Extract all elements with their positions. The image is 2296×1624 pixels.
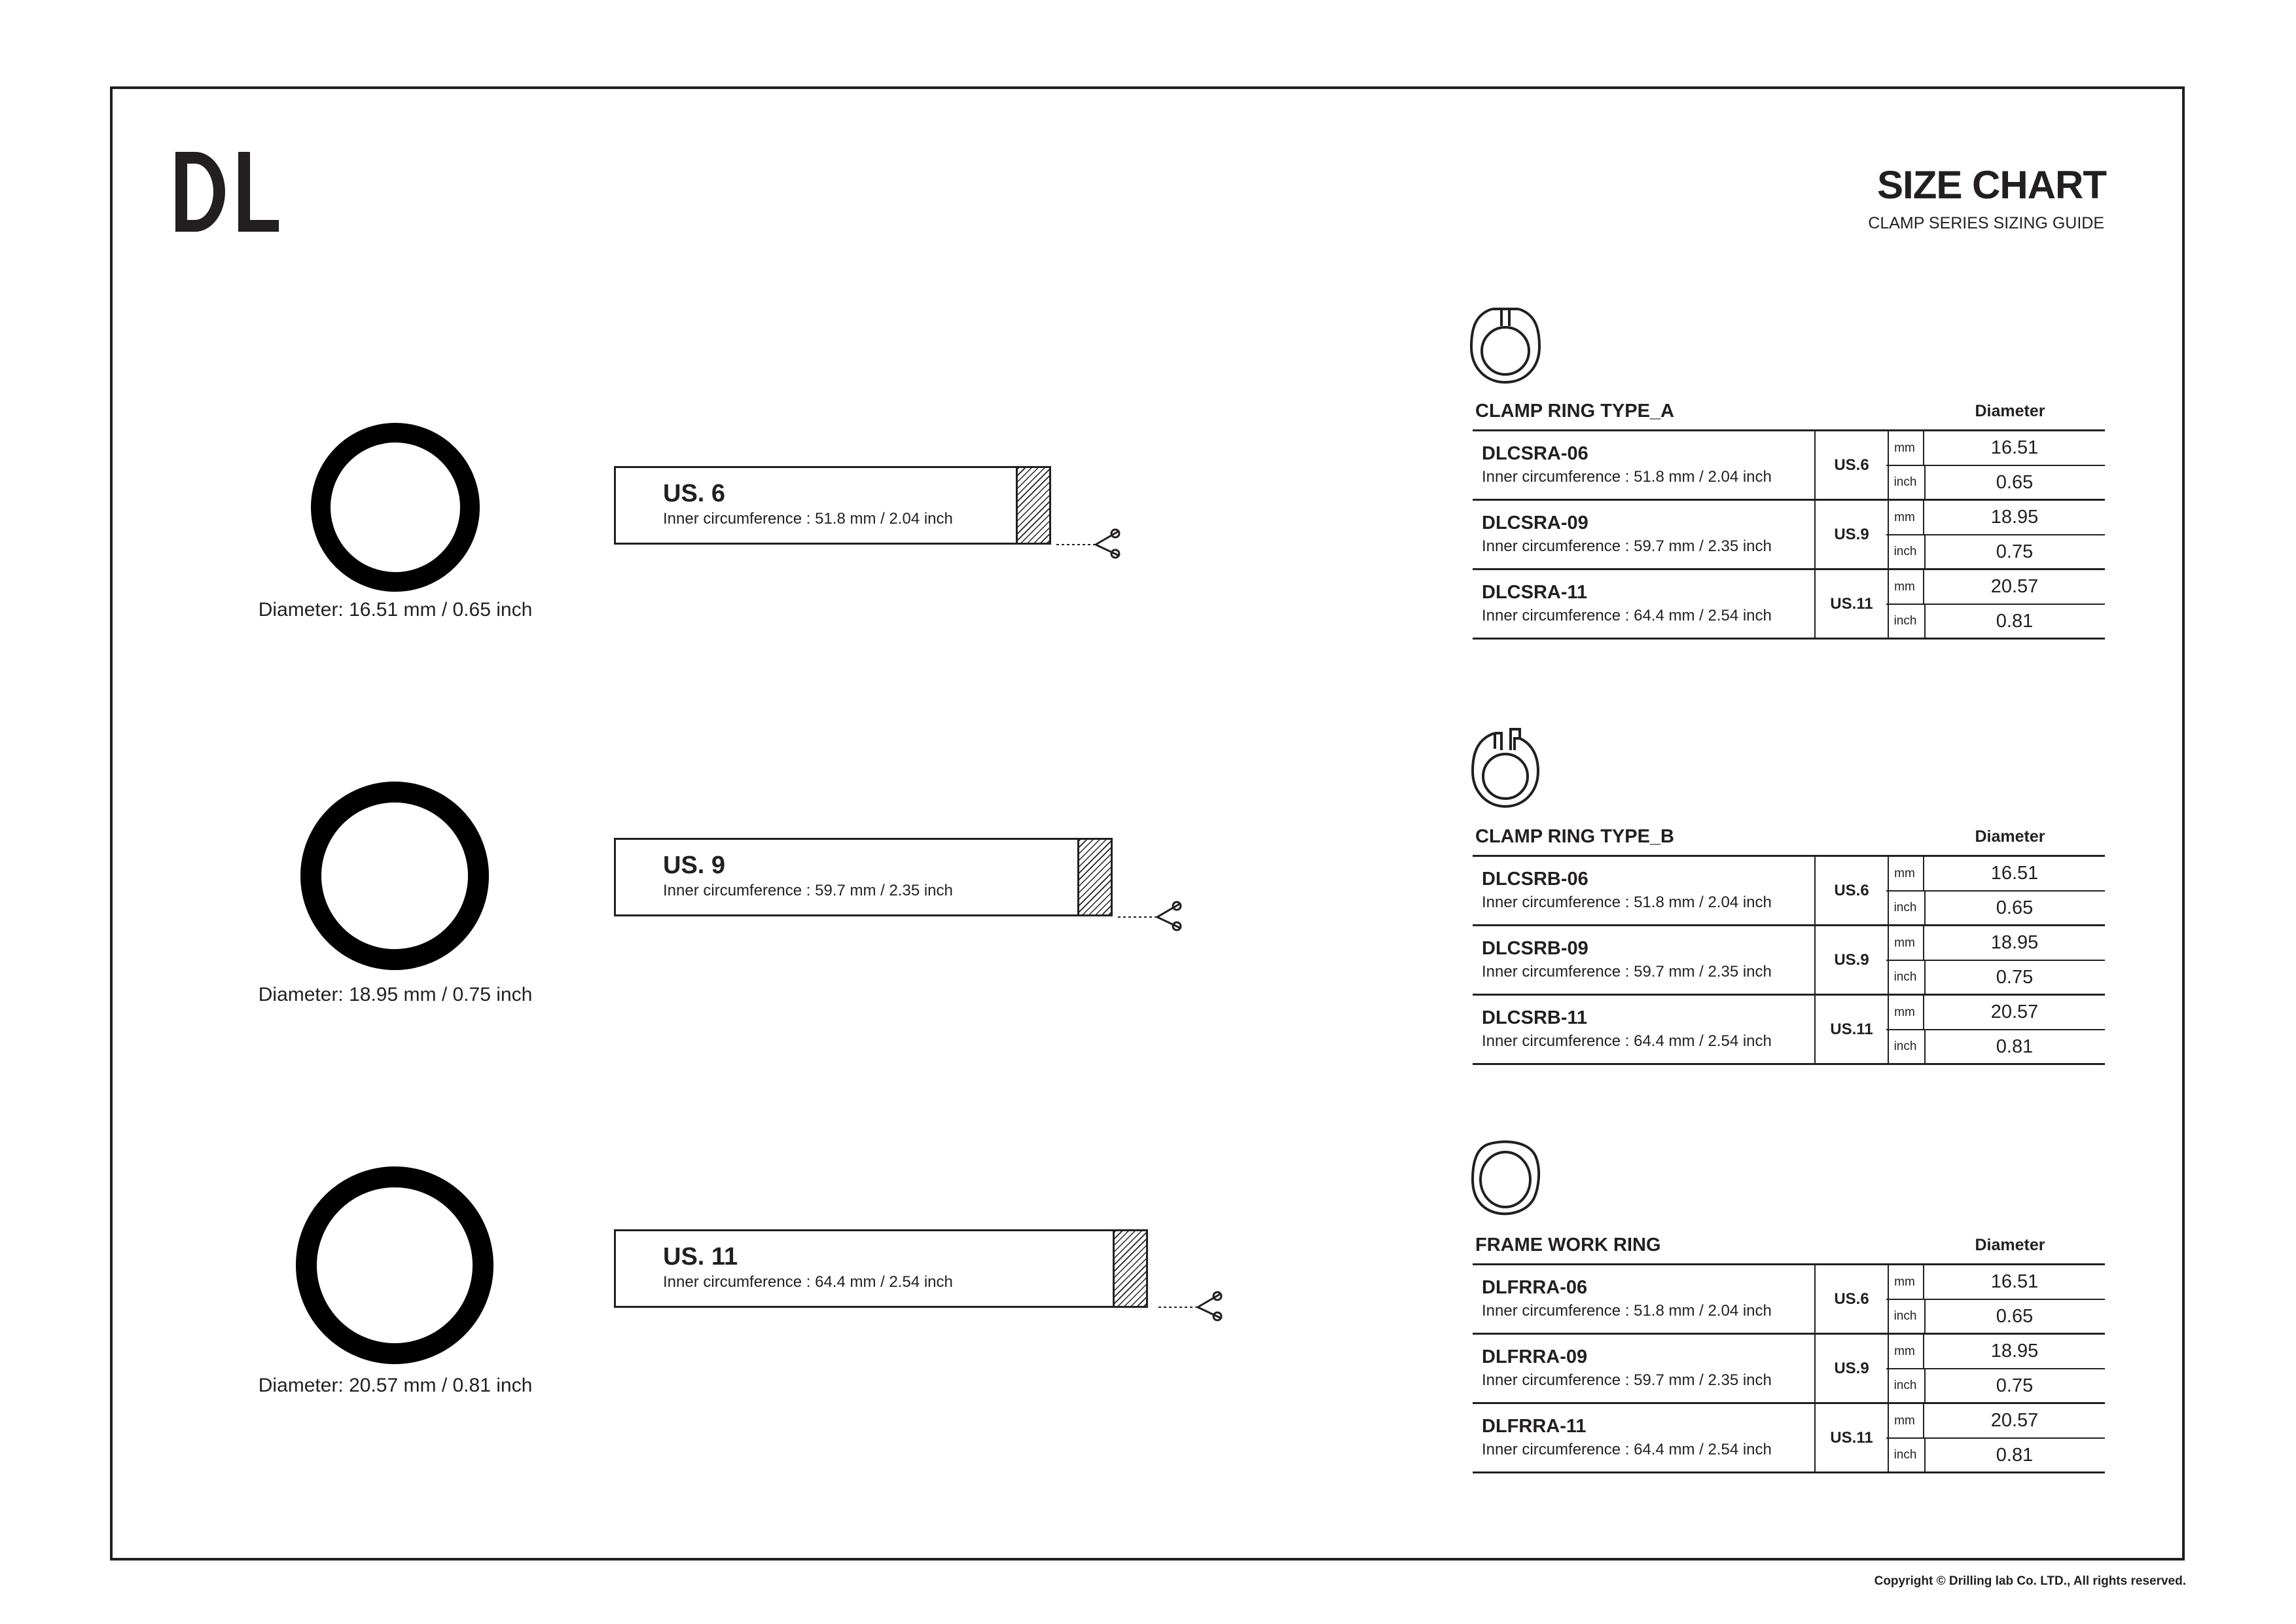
strip-glue-tab — [1113, 1231, 1146, 1306]
table-title: FRAME WORK RING — [1475, 1235, 1661, 1255]
table-row — [1473, 501, 2105, 570]
unit-inch: inch — [1886, 892, 1926, 924]
scissors-icon — [1051, 527, 1122, 560]
size-table-clamp-a — [1473, 429, 2105, 640]
ring-template-us11 — [295, 1165, 495, 1365]
unit-inch: inch — [1886, 466, 1926, 499]
ring-caption: Diameter: 18.95 mm / 0.75 inch — [258, 984, 533, 1005]
unit-mm: mm — [1886, 926, 1924, 961]
product-code: DLFRRA-09 — [1482, 1346, 1588, 1367]
table-title: CLAMP RING TYPE_A — [1475, 401, 1675, 422]
strip-glue-tab — [1077, 840, 1111, 914]
clamp-ring-type-b-icon — [1469, 724, 1542, 809]
strip-size-label: US. 11 — [663, 1243, 738, 1271]
diameter-mm: 18.95 — [1924, 926, 2105, 961]
diameter-inch: 0.65 — [1996, 1305, 2034, 1327]
product-circumference: Inner circumference : 59.7 mm / 2.35 inch — [1482, 1371, 1772, 1389]
size-strip-us6 — [614, 466, 1051, 545]
product-code: DLCSRA-11 — [1482, 582, 1588, 603]
product-circumference: Inner circumference : 59.7 mm / 2.35 inch — [1482, 963, 1772, 981]
product-circumference: Inner circumference : 51.8 mm / 2.04 inch — [1482, 468, 1772, 486]
product-circumference: Inner circumference : 51.8 mm / 2.04 inch — [1482, 893, 1772, 911]
unit-mm: mm — [1886, 501, 1924, 535]
size-table-clamp-b — [1473, 855, 2105, 1065]
unit-mm: mm — [1886, 570, 1924, 605]
product-code: DLFRRA-11 — [1482, 1416, 1587, 1437]
copyright-notice: Copyright © Drilling lab Co. LTD., All rights reserved. — [1874, 1574, 2186, 1588]
product-circumference: Inner circumference : 51.8 mm / 2.04 inch — [1482, 1302, 1772, 1320]
table-row — [1473, 926, 2105, 996]
diameter-inch: 0.81 — [1996, 1444, 2034, 1466]
diameter-mm: 16.51 — [1924, 1265, 2105, 1300]
strip-circumference: Inner circumference : 59.7 mm / 2.35 inch — [663, 882, 953, 899]
diameter-inch: 0.75 — [1996, 966, 2034, 988]
unit-inch: inch — [1886, 1030, 1926, 1063]
strip-circumference: Inner circumference : 64.4 mm / 2.54 inch — [663, 1273, 953, 1291]
product-code: DLFRRA-06 — [1482, 1277, 1588, 1298]
unit-inch: inch — [1886, 961, 1926, 994]
unit-mm: mm — [1886, 996, 1924, 1030]
us-size: US.11 — [1814, 1404, 1889, 1471]
us-size: US.6 — [1814, 857, 1889, 924]
unit-inch: inch — [1886, 1439, 1926, 1471]
product-circumference: Inner circumference : 64.4 mm / 2.54 inch — [1482, 1032, 1772, 1050]
diameter-header: Diameter — [1975, 402, 2045, 420]
us-size: US.11 — [1814, 996, 1889, 1063]
size-strip-us11 — [614, 1229, 1148, 1308]
unit-inch: inch — [1886, 605, 1926, 638]
us-size: US.9 — [1814, 1335, 1889, 1402]
scissors-icon — [1153, 1290, 1224, 1322]
product-circumference: Inner circumference : 64.4 mm / 2.54 inch — [1482, 1441, 1772, 1458]
unit-inch: inch — [1886, 1300, 1926, 1333]
us-size: US.6 — [1814, 1265, 1889, 1333]
clamp-ring-type-a-icon — [1469, 300, 1542, 385]
table-row — [1473, 1404, 2105, 1473]
product-code: DLCSRB-06 — [1482, 869, 1588, 890]
unit-mm: mm — [1886, 431, 1924, 466]
diameter-mm: 16.51 — [1924, 857, 2105, 892]
size-table-frame-work — [1473, 1263, 2105, 1473]
strip-circumference: Inner circumference : 51.8 mm / 2.04 inch — [663, 510, 953, 528]
product-code: DLCSRB-09 — [1482, 938, 1588, 959]
strip-glue-tab — [1016, 468, 1049, 543]
diameter-inch: 0.81 — [1996, 610, 2034, 632]
table-row — [1473, 857, 2105, 926]
diameter-inch: 0.75 — [1996, 541, 2034, 562]
dl-logo — [175, 152, 279, 232]
table-title: CLAMP RING TYPE_B — [1475, 826, 1675, 847]
us-size: US.11 — [1814, 570, 1889, 638]
diameter-header: Diameter — [1975, 1236, 2045, 1254]
diameter-inch: 0.65 — [1996, 897, 2034, 918]
unit-inch: inch — [1886, 535, 1926, 568]
strip-size-label: US. 9 — [663, 852, 726, 879]
product-circumference: Inner circumference : 59.7 mm / 2.35 inch — [1482, 537, 1772, 555]
diameter-mm: 16.51 — [1924, 431, 2105, 466]
page-subtitle: CLAMP SERIES SIZING GUIDE — [1868, 214, 2104, 232]
product-code: DLCSRA-06 — [1482, 443, 1588, 464]
us-size: US.9 — [1814, 501, 1889, 568]
product-code: DLCSRA-09 — [1482, 513, 1588, 533]
size-strip-us9 — [614, 838, 1113, 916]
diameter-mm: 18.95 — [1924, 1335, 2105, 1369]
diameter-inch: 0.75 — [1996, 1375, 2034, 1396]
diameter-mm: 18.95 — [1924, 501, 2105, 535]
unit-mm: mm — [1886, 1404, 1924, 1439]
diameter-header: Diameter — [1975, 827, 2045, 846]
table-row — [1473, 570, 2105, 640]
us-size: US.6 — [1814, 431, 1889, 499]
unit-mm: mm — [1886, 1335, 1924, 1369]
diameter-mm: 20.57 — [1924, 570, 2105, 605]
unit-mm: mm — [1886, 857, 1924, 892]
frame-work-ring-icon — [1469, 1138, 1542, 1216]
table-row — [1473, 431, 2105, 501]
scissors-icon — [1113, 899, 1183, 932]
diameter-mm: 20.57 — [1924, 996, 2105, 1030]
page-title: SIZE CHART — [1877, 163, 2106, 207]
table-row — [1473, 996, 2105, 1065]
unit-mm: mm — [1886, 1265, 1924, 1300]
product-circumference: Inner circumference : 64.4 mm / 2.54 inch — [1482, 607, 1772, 624]
table-row — [1473, 1265, 2105, 1335]
diameter-mm: 20.57 — [1924, 1404, 2105, 1439]
ring-caption: Diameter: 16.51 mm / 0.65 inch — [258, 599, 533, 621]
diameter-inch: 0.81 — [1996, 1036, 2034, 1057]
diameter-inch: 0.65 — [1996, 471, 2034, 493]
ring-caption: Diameter: 20.57 mm / 0.81 inch — [258, 1375, 533, 1396]
product-code: DLCSRB-11 — [1482, 1007, 1588, 1028]
unit-inch: inch — [1886, 1369, 1926, 1402]
table-row — [1473, 1335, 2105, 1404]
us-size: US.9 — [1814, 926, 1889, 994]
ring-template-us6 — [310, 422, 480, 592]
ring-template-us9 — [300, 781, 490, 971]
strip-size-label: US. 6 — [663, 480, 726, 507]
